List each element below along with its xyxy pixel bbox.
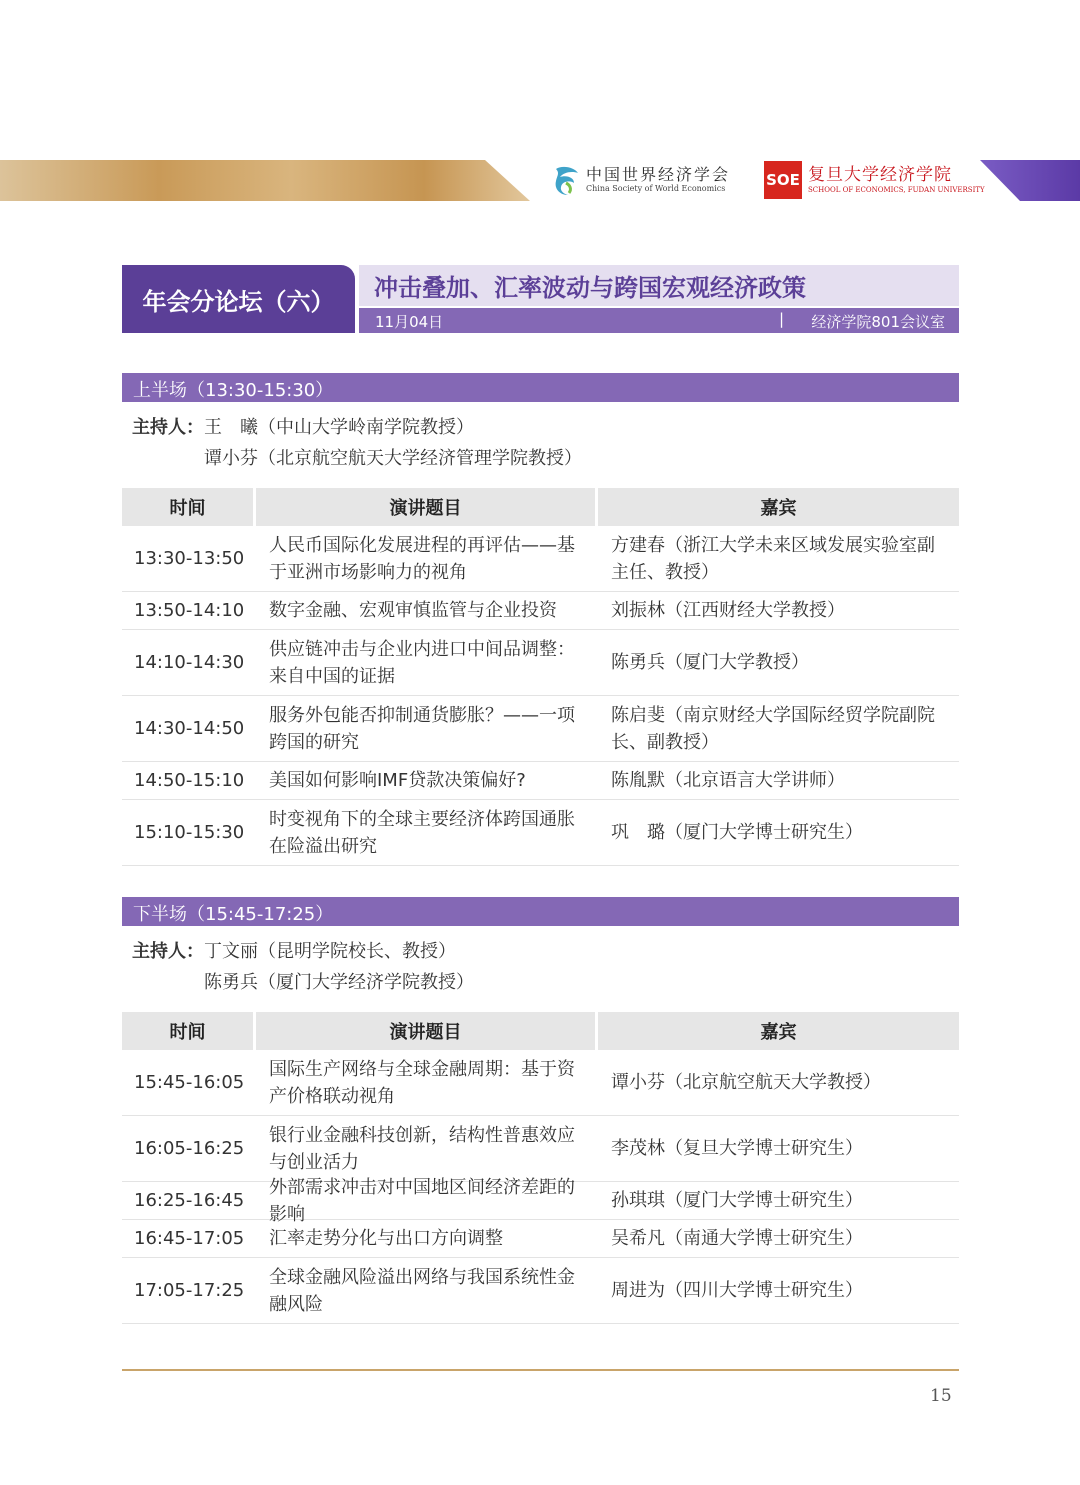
host-name: 陈勇兵（厦门大学经济学院教授）	[204, 972, 474, 993]
header-gold-band	[0, 160, 530, 201]
cswe-emblem-icon	[552, 163, 582, 197]
row-guest: 陈勇兵（厦门大学教授）	[611, 652, 809, 673]
row-topic: 全球金融风险溢出网络与我国系统性金融风险	[269, 1266, 575, 1315]
forum-separator: |	[779, 310, 785, 328]
row-guest: 陈胤默（北京语言大学讲师）	[611, 770, 845, 791]
row-topic: 人民币国际化发展进程的再评估——基于亚洲市场影响力的视角	[269, 534, 575, 583]
session-bar-first-half	[122, 373, 959, 402]
forum-title: 冲击叠加、汇率波动与跨国宏观经济政策	[374, 274, 806, 302]
page-number: 15	[930, 1386, 952, 1406]
soe-name-en: SCHOOL OF ECONOMICS, FUDAN UNIVERSITY	[808, 186, 985, 194]
column-header-guest: 嘉宾	[598, 488, 959, 526]
host-label: 主持人：	[132, 417, 204, 438]
table-row	[122, 1176, 959, 1225]
host-name: 谭小芬（北京航空航天大学经济管理学院教授）	[204, 448, 582, 469]
host-label: 主持人：	[132, 941, 204, 962]
row-guest: 谭小芬（北京航空航天大学教授）	[611, 1072, 881, 1093]
schedule-table-first-half	[122, 488, 959, 866]
footer-divider	[122, 1369, 959, 1371]
row-topic: 供应链冲击与企业内进口中间品调整：来自中国的证据	[269, 638, 575, 687]
row-time: 16:25-16:45	[134, 1190, 245, 1211]
header-purple-corner	[980, 160, 1080, 201]
session-bar-second-half	[122, 897, 959, 926]
row-topic: 时变视角下的全球主要经济体跨国通胀在险溢出研究	[269, 808, 575, 857]
row-topic: 数字金融、宏观审慎监管与企业投资	[269, 600, 557, 621]
session-title: 上半场（13:30-15:30）	[133, 380, 334, 401]
host-name: 丁文丽（昆明学院校长、教授）	[204, 941, 456, 962]
table-row	[122, 1258, 959, 1324]
row-guest: 周进为（四川大学博士研究生）	[611, 1280, 863, 1301]
row-time: 14:30-14:50	[134, 718, 245, 739]
row-topic: 服务外包能否抑制通货膨胀？——一项跨国的研究	[269, 704, 575, 753]
host-name: 王 曦（中山大学岭南学院教授）	[204, 417, 474, 438]
cswe-name-en: China Society of World Economics	[586, 184, 726, 193]
table-row	[122, 1220, 959, 1258]
cswe-logo	[552, 160, 730, 200]
schedule-table-second-half	[122, 1012, 959, 1324]
column-header-topic: 演讲题目	[256, 1012, 595, 1050]
soe-logo	[764, 160, 985, 200]
table-row	[122, 1116, 959, 1182]
column-header-time: 时间	[122, 488, 253, 526]
soe-badge: SOE	[764, 161, 802, 199]
row-guest: 李茂林（复旦大学博士研究生）	[611, 1138, 863, 1159]
row-time: 13:30-13:50	[134, 548, 245, 569]
row-time: 15:10-15:30	[134, 822, 245, 843]
row-time: 14:50-15:10	[134, 770, 245, 791]
table-row	[122, 800, 959, 866]
row-time: 17:05-17:25	[134, 1280, 245, 1301]
forum-info-bar	[359, 308, 959, 333]
row-guest: 吴希凡（南通大学博士研究生）	[611, 1228, 863, 1249]
session-title: 下半场（15:45-17:25）	[133, 904, 334, 925]
hosts-first-half	[132, 412, 582, 474]
column-header-time: 时间	[122, 1012, 253, 1050]
table-row	[122, 762, 959, 800]
soe-name-cn: 复旦大学经济学院	[808, 165, 952, 185]
table-row	[122, 696, 959, 762]
row-time: 14:10-14:30	[134, 652, 245, 673]
row-time: 15:45-16:05	[134, 1072, 245, 1093]
row-topic: 美国如何影响IMF贷款决策偏好?	[269, 770, 526, 791]
row-time: 16:45-17:05	[134, 1228, 245, 1249]
table-row	[122, 592, 959, 630]
table-header	[122, 1012, 959, 1050]
row-topic: 汇率走势分化与出口方向调整	[269, 1228, 503, 1249]
row-topic: 国际生产网络与全球金融周期：基于资产价格联动视角	[269, 1058, 575, 1107]
row-time: 16:05-16:25	[134, 1138, 245, 1159]
row-guest: 巩 璐（厦门大学博士研究生）	[611, 822, 863, 843]
forum-room: 经济学院801会议室	[811, 313, 945, 331]
table-row	[122, 630, 959, 696]
row-topic: 外部需求冲击对中国地区间经济差距的影响	[269, 1176, 575, 1225]
row-time: 13:50-14:10	[134, 600, 245, 621]
row-guest: 孙琪琪（厦门大学博士研究生）	[611, 1190, 863, 1211]
cswe-name-cn: 中国世界经济学会	[586, 165, 731, 184]
column-header-topic: 演讲题目	[256, 488, 595, 526]
column-header-guest: 嘉宾	[598, 1012, 959, 1050]
row-topic: 银行业金融科技创新，结构性普惠效应与创业活力	[269, 1124, 575, 1173]
table-header	[122, 488, 959, 526]
table-row	[122, 1050, 959, 1116]
forum-tag: 年会分论坛（六）	[122, 265, 355, 333]
row-guest: 刘振林（江西财经大学教授）	[611, 600, 845, 621]
hosts-second-half	[132, 936, 474, 998]
table-row	[122, 526, 959, 592]
row-guest: 陈启斐（南京财经大学国际经贸学院副院长、副教授）	[611, 704, 935, 753]
row-guest: 方建春（浙江大学未来区域发展实验室副主任、教授）	[611, 534, 935, 583]
forum-date: 11月04日	[375, 313, 444, 331]
